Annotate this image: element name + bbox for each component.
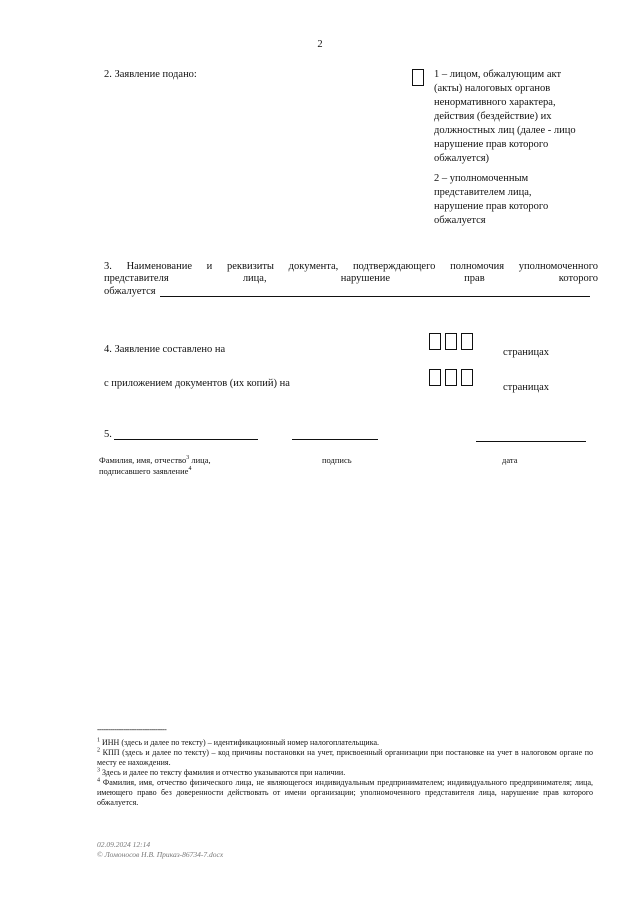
footnote-text: Здесь и далее по тексту фамилия и отчество указываются при наличии. — [102, 768, 346, 777]
option-1-line: ненормативного характера, — [434, 97, 556, 108]
caption-text: лица, — [189, 455, 211, 465]
option-1-text — [434, 68, 604, 166]
footnote-item — [97, 778, 593, 808]
option-2-text — [434, 172, 604, 228]
document-details-field[interactable] — [160, 296, 590, 297]
stamp-date: 02.09.2024 12:14 — [97, 840, 151, 849]
footnote-ref: 3 — [186, 455, 190, 462]
footnote-number: 2 — [97, 747, 100, 754]
footnote-ref: 4 — [188, 466, 192, 473]
option-1-line: 1 – лицом, обжалующим акт — [434, 69, 562, 80]
caption-text: подписавшего заявление — [99, 466, 189, 476]
attachments-label: с приложением документов (их копий) на — [104, 378, 290, 389]
stamp-filename: © Ломоносов Н.В. Приказ-86734-7.docx — [97, 850, 224, 859]
date-field[interactable] — [476, 441, 586, 442]
attachment-pages-digit-box[interactable] — [429, 369, 441, 386]
pages-digit-box[interactable] — [461, 333, 473, 350]
signature-field[interactable] — [292, 439, 378, 440]
attachment-pages-digit-box[interactable] — [461, 369, 473, 386]
option-1-line: должностных лиц (далее - лицо — [434, 125, 576, 136]
document-stamp — [97, 840, 223, 860]
attachment-pages-digit-box[interactable] — [445, 369, 457, 386]
page-number: 2 — [317, 39, 323, 50]
footnote-text: Фамилия, имя, отчество физического лица, не являющегося индивидуальным предпринимателем; индивидуального предпринимателя; лица, имеющего право без доверенности действовать от имени организации; уполномоченного представителя лица, нарушение прав которого обжалуется. — [97, 778, 594, 807]
caption-text: Фамилия, имя, отчество — [99, 455, 187, 465]
footnote-item — [97, 738, 593, 748]
footnote-text: КПП (здесь и далее по тексту) – код причины постановки на учет, присвоенный организации при постановке на учет в налоговом органе по месту ее нахождения. — [97, 748, 594, 767]
option-1-line: (акты) налоговых органов — [434, 83, 551, 94]
attachment-pages-unit: страницах — [503, 382, 550, 393]
pages-unit: страницах — [503, 347, 550, 358]
section-3-line-3: обжалуется — [104, 286, 156, 297]
option-2-line: нарушение прав которого — [434, 201, 549, 212]
option-1-line: нарушение прав которого — [434, 139, 549, 150]
footnote-item — [97, 768, 593, 778]
option-2-line: 2 – уполномоченным — [434, 173, 529, 184]
section-2-label: 2. Заявление подано: — [104, 69, 197, 80]
full-name-caption — [99, 455, 211, 477]
footnote-number: 3 — [97, 767, 100, 774]
footnote-separator: -------------------------------- — [97, 725, 167, 734]
footnote-number: 4 — [97, 777, 100, 784]
option-1-line: действия (бездействие) их — [434, 111, 552, 122]
option-2-line: обжалуется — [434, 215, 486, 226]
full-name-field[interactable] — [114, 439, 258, 440]
section-4-label: 4. Заявление составлено на — [104, 344, 226, 355]
section-3-line-2: представителя лица, нарушение прав которого — [104, 273, 598, 284]
pages-digit-box[interactable] — [429, 333, 441, 350]
footnote-text: ИНН (здесь и далее по тексту) – идентификационный номер налогоплательщика. — [102, 738, 380, 747]
section-5-number: 5. — [104, 429, 112, 440]
signature-caption: подпись — [322, 455, 352, 465]
option-2-line: представителем лица, — [434, 187, 532, 198]
date-caption: дата — [502, 455, 518, 465]
submitter-code-box[interactable] — [412, 69, 424, 86]
pages-digit-box[interactable] — [445, 333, 457, 350]
section-3-line-1: 3. Наименование и реквизиты документа, подтверждающего полномочия уполномоченного — [104, 261, 598, 272]
footnote-number: 1 — [97, 737, 100, 744]
footnotes — [97, 738, 593, 808]
footnote-item — [97, 748, 593, 768]
option-1-line: обжалуется) — [434, 153, 490, 164]
